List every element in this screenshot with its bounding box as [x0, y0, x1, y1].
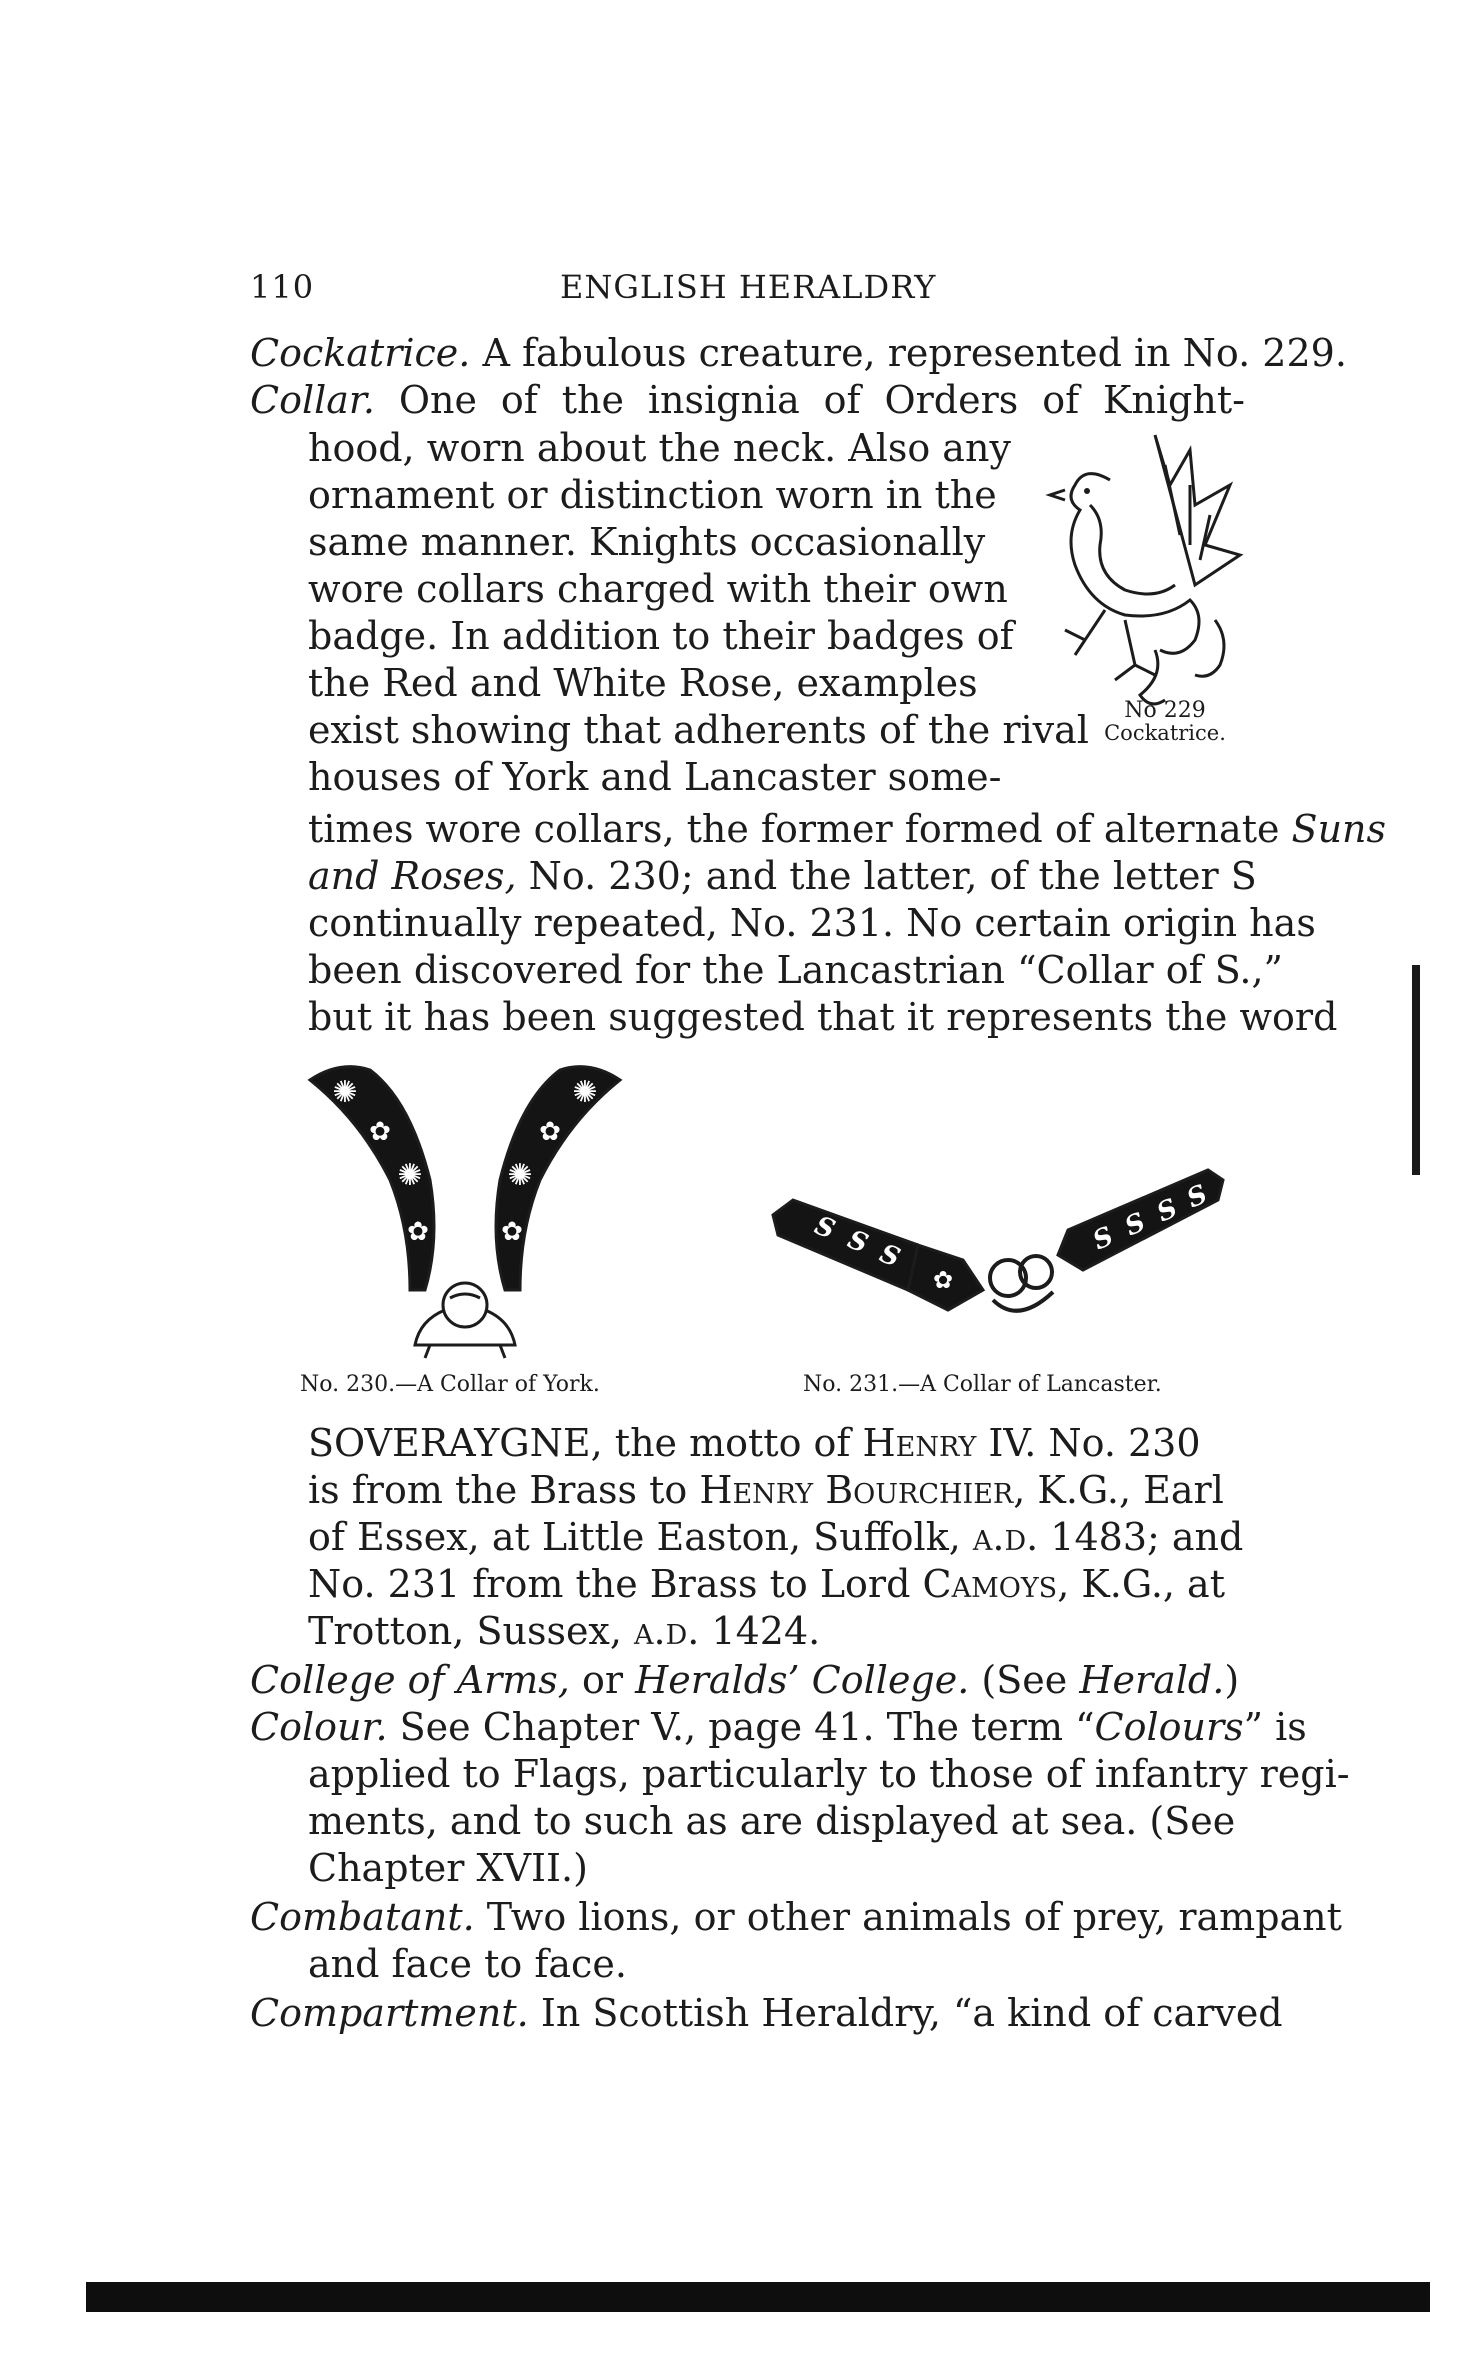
sun-icon: ✺ — [507, 1158, 533, 1193]
rose-icon: ✿ — [932, 1266, 954, 1294]
collar-letter: S — [1088, 1221, 1119, 1257]
collar-italic: Suns — [1291, 807, 1387, 851]
colour-line — [308, 1751, 1350, 1797]
scan-bottom-border — [86, 2282, 1430, 2312]
collar-text: but it has been suggested that it represents the word — [308, 995, 1338, 1039]
collar-line — [308, 900, 1316, 946]
portcullis-icon — [990, 1256, 1053, 1311]
fig231-caption: No. 231.—A Collar of Lancaster. — [803, 1372, 1162, 1397]
text-cockatrice: A fabulous creature, represented in No. 229. — [470, 331, 1347, 375]
collar-text: been discovered for the Lancastrian “Collar of S.,” — [308, 948, 1283, 992]
entry-combatant — [250, 1894, 1342, 1940]
term-college: College of Arms, — [250, 1658, 570, 1702]
term-combatant: Combatant. — [250, 1895, 475, 1939]
collar-text: ornament or distinction worn in the — [308, 473, 997, 517]
collar-text: houses of York and Lancaster some- — [308, 755, 1002, 799]
collar-line — [308, 707, 1089, 753]
collar-line — [308, 425, 1011, 471]
term-compartment: Compartment. — [250, 1991, 529, 2035]
collar-of-lancaster-illustration — [768, 1160, 1228, 1330]
collar-letter: S — [875, 1238, 905, 1274]
collar-text: times wore collars, the former formed of alternate — [308, 807, 1292, 851]
sun-icon: ✺ — [332, 1075, 358, 1110]
collar-text: of Essex, at Little Easton, Suffolk, — [308, 1515, 973, 1559]
fig230-caption: No. 230.—A Collar of York. — [300, 1372, 600, 1397]
entry-text: Chapter XVII.) — [308, 1846, 588, 1890]
collar-cont-4 — [308, 1561, 1245, 1607]
word: Knight- — [1103, 378, 1245, 422]
term-heralds-college: Heralds’ College. — [635, 1658, 970, 1702]
collar-cont-1 — [308, 1420, 1245, 1466]
rose-icon: ✿ — [501, 1217, 523, 1247]
collar-text: No. 230; and the latter, of the letter S — [516, 854, 1257, 898]
colour-line — [308, 1845, 588, 1891]
collar-text: 1424. — [699, 1609, 821, 1653]
collar-text: hood, worn about the neck. Also any — [308, 426, 1011, 470]
entry-colour — [250, 1704, 1307, 1750]
collar-letter: S — [843, 1224, 873, 1260]
entry-collar-line1 — [250, 377, 1245, 423]
running-title: ENGLISH HERALDRY — [560, 268, 937, 306]
sun-icon: ✺ — [397, 1158, 423, 1193]
collar-line — [308, 566, 1008, 612]
collar-letter: S — [1182, 1179, 1213, 1215]
entry-text: applied to Flags, particularly to those of infantry regi- — [308, 1752, 1350, 1796]
collar-text: Trotton, Sussex, — [308, 1609, 635, 1653]
collar-text: , K.G., at — [1057, 1562, 1225, 1606]
collar-text: 1483; and — [1038, 1515, 1244, 1559]
cross-reference: Herald. — [1079, 1658, 1225, 1702]
collar-line — [308, 472, 997, 518]
page-number: 110 — [250, 268, 315, 306]
collar-text: the Red and White Rose, examples — [308, 661, 978, 705]
entry-text: ments, and to such as are displayed at sea. (See — [308, 1799, 1236, 1843]
term-cockatrice: Cockatrice. — [250, 331, 471, 375]
fig229-number: No 229 — [1124, 698, 1206, 723]
word: of — [500, 378, 538, 422]
collar-text: is from the Brass to — [308, 1468, 700, 1512]
collar-line — [308, 994, 1338, 1040]
word: One — [398, 378, 477, 422]
collar-text: exist showing that adherents of the rival — [308, 708, 1089, 752]
collar-cont-2 — [308, 1467, 1245, 1513]
entry-text: In Scottish Heraldry, “a kind of carved — [528, 1991, 1283, 2035]
collar-line — [308, 947, 1283, 993]
collar-line — [308, 613, 1014, 659]
collar-text: badge. In addition to their badges of — [308, 614, 1014, 658]
collar-letter: S — [1120, 1207, 1151, 1243]
collar-letter: S — [1152, 1193, 1183, 1229]
person-name: Henry Bourchier — [699, 1468, 1014, 1512]
collar-text: No. 231 from the Brass to Lord — [308, 1562, 923, 1606]
word: the — [561, 378, 624, 422]
era-abbrev: a.d. — [972, 1515, 1039, 1559]
rose-icon: ✿ — [369, 1117, 391, 1147]
entry-college — [250, 1657, 1239, 1703]
word: Orders — [884, 378, 1019, 422]
collar-line — [308, 660, 993, 706]
collar-of-york-illustration — [300, 1040, 630, 1360]
word: insignia — [647, 378, 800, 422]
lion-pendant-icon — [415, 1283, 515, 1358]
collar-line-10 — [308, 853, 1257, 899]
term-collar: Collar. — [250, 378, 375, 422]
collar-italic: and Roses, — [308, 854, 517, 898]
rose-icon: ✿ — [539, 1117, 561, 1147]
era-abbrev: a.d. — [634, 1609, 700, 1653]
entry-text: and face to face. — [308, 1942, 627, 1986]
scan-edge-mark — [1412, 965, 1420, 1175]
quoted-term: Colours — [1094, 1705, 1244, 1749]
entry-text: ) — [1224, 1658, 1240, 1702]
entry-text: (See — [969, 1658, 1080, 1702]
term-colour: Colour. — [250, 1705, 388, 1749]
rose-icon: ✿ — [407, 1217, 429, 1247]
entry-text: or — [569, 1658, 636, 1702]
fig229-caption: Cockatrice. — [1104, 721, 1226, 745]
combatant-line — [308, 1941, 627, 1987]
collar-line-9 — [308, 806, 1387, 852]
cockatrice-illustration — [1005, 425, 1250, 745]
colour-line — [308, 1798, 1245, 1844]
collar-line — [308, 754, 1002, 800]
collar-text: wore collars charged with their own — [308, 567, 1008, 611]
entry-compartment — [250, 1990, 1283, 2036]
person-name: Camoys — [922, 1562, 1058, 1606]
collar-text: SOVERAYGNE, the motto of Henry IV. No. 230 — [308, 1421, 1201, 1465]
collar-text: , K.G., Earl — [1013, 1468, 1224, 1512]
collar-letter: S — [810, 1210, 840, 1246]
sun-icon: ✺ — [572, 1075, 598, 1110]
collar-text: continually repeated, No. 231. No certain origin has — [308, 901, 1316, 945]
collar-cont-3 — [308, 1514, 1245, 1560]
entry-text: ” is — [1243, 1705, 1307, 1749]
collar-text: same manner. Knights occasionally — [308, 520, 986, 564]
entry-text: Two lions, or other animals of prey, rampant — [474, 1895, 1342, 1939]
entry-cockatrice — [250, 330, 1347, 376]
collar-line — [308, 519, 993, 565]
word: of — [1042, 378, 1080, 422]
word: of — [823, 378, 861, 422]
entry-text: See Chapter V., page 41. The term “ — [387, 1705, 1095, 1749]
collar-cont-5 — [308, 1608, 820, 1654]
